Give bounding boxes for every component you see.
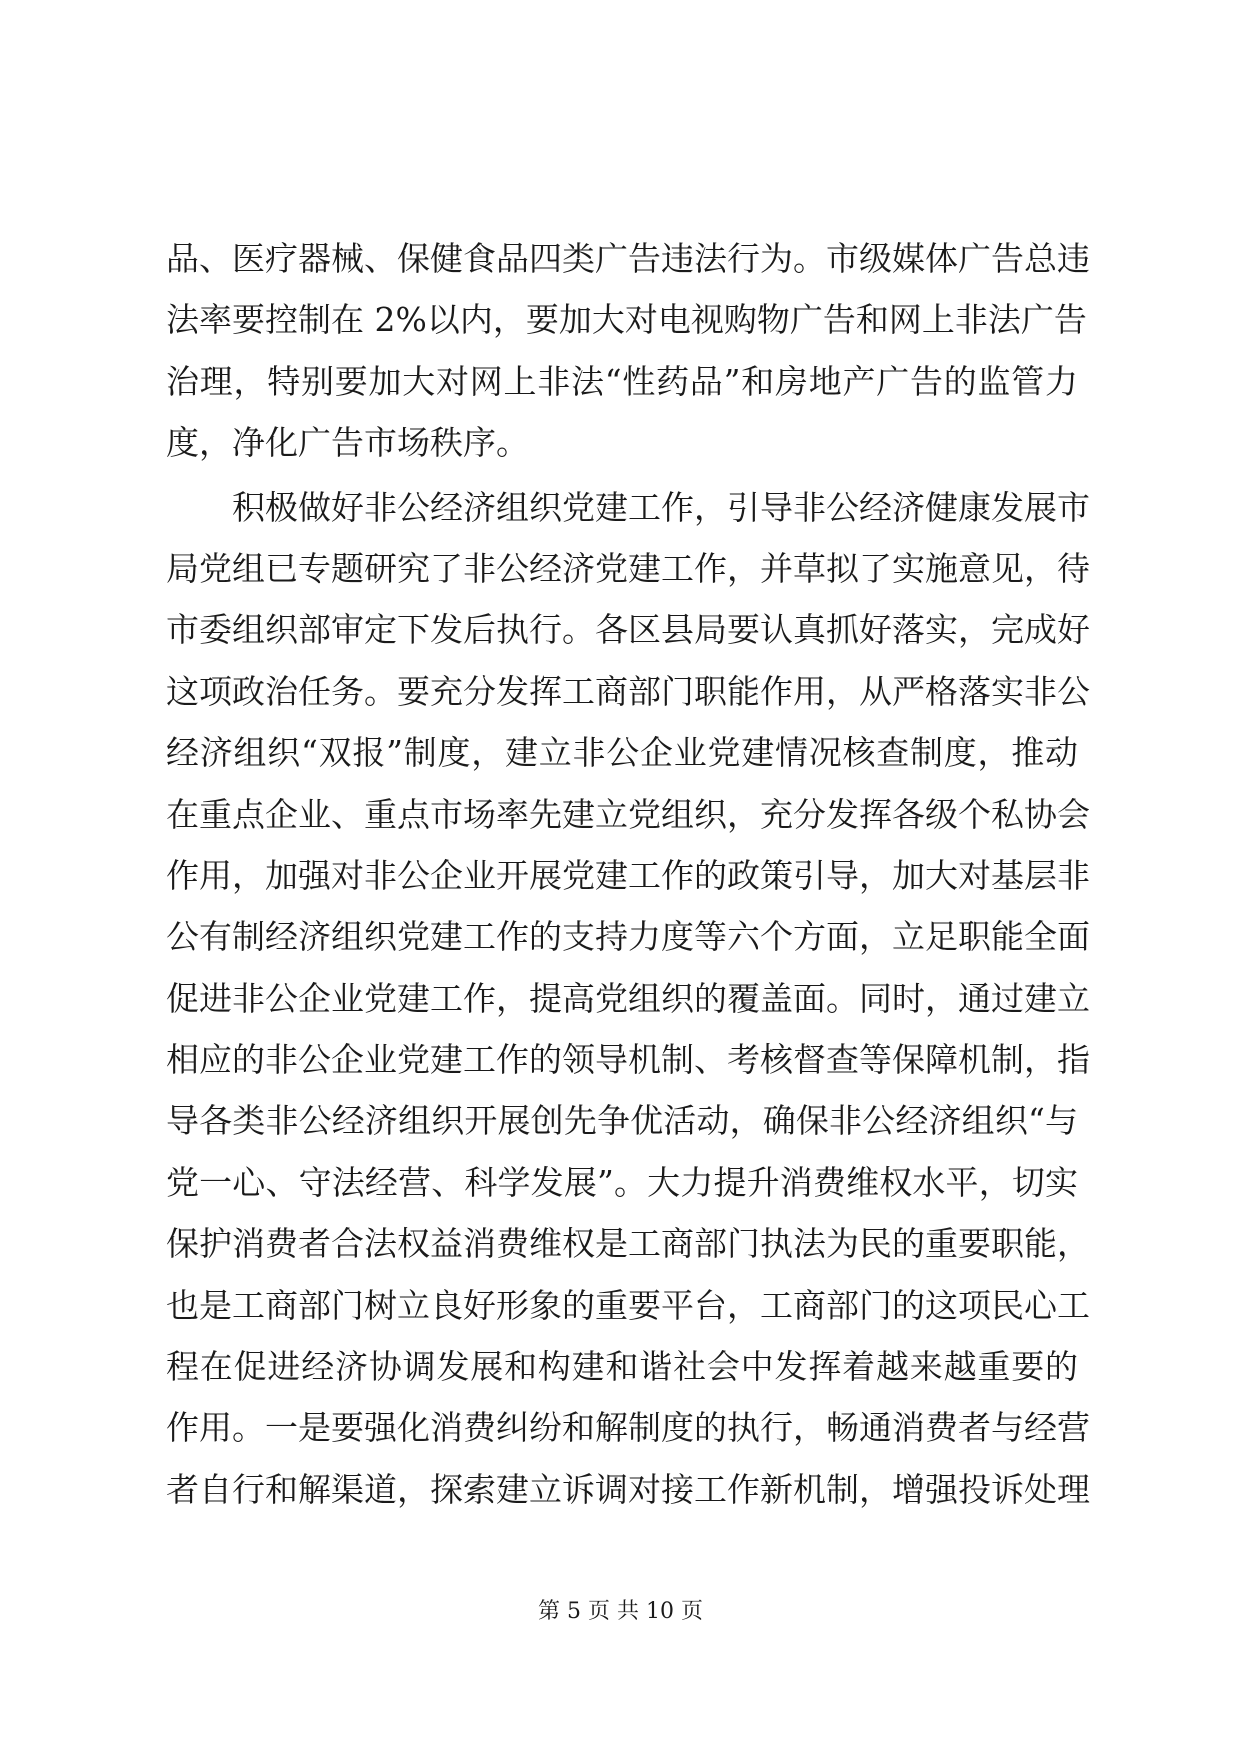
paragraph-line: 公有制经济组织党建工作的支持力度等六个方面，立足职能全面 — [166, 917, 1090, 957]
paragraph-line: 程在促进经济协调发展和构建和谐社会中发挥着越来越重要的 — [166, 1347, 1078, 1387]
paragraph-line: 市委组织部审定下发后执行。各区县局要认真抓好落实，完成好 — [166, 610, 1090, 650]
paragraph-2 — [166, 477, 1090, 1521]
paragraph-line: 相应的非公企业党建工作的领导机制、考核督查等保障机制，指 — [166, 1040, 1090, 1080]
document-body — [166, 228, 1090, 1520]
paragraph-line: 也是工商部门树立良好形象的重要平台，工商部门的这项民心工 — [166, 1285, 1090, 1325]
paragraph-line: 作用。一是要强化消费纠纷和解制度的执行，畅通消费者与经营 — [166, 1408, 1090, 1448]
paragraph-line: 保护消费者合法权益消费维权是工商部门执法为民的重要职能， — [166, 1224, 1090, 1264]
paragraph-line: 度，净化广告市场秩序。 — [166, 423, 529, 463]
paragraph-line: 积极做好非公经济组织党建工作，引导非公经济健康发展市 — [232, 487, 1090, 527]
paragraph-1 — [166, 228, 1090, 474]
paragraph-line: 品、医疗器械、保健食品四类广告违法行为。市级媒体广告总违 — [166, 239, 1090, 278]
paragraph-line: 导各类非公经济组织开展创先争优活动，确保非公经济组织“与 — [166, 1101, 1078, 1141]
paragraph-line: 法率要控制在 2%以内，要加大对电视购物广告和网上非法广告 — [166, 300, 1087, 340]
page-footer — [0, 1597, 1241, 1627]
paragraph-line: 治理，特别要加大对网上非法“性药品”和房地产广告的监管力 — [166, 361, 1078, 401]
paragraph-line: 经济组织“双报”制度，建立非公企业党建情况核查制度，推动 — [166, 733, 1078, 773]
paragraph-line: 这项政治任务。要充分发挥工商部门职能作用，从严格落实非公 — [166, 671, 1090, 711]
paragraph-line: 者自行和解渠道，探索建立诉调对接工作新机制，增强投诉处理 — [166, 1469, 1090, 1509]
paragraph-line: 促进非公企业党建工作，提高党组织的覆盖面。同时，通过建立 — [166, 978, 1090, 1018]
paragraph-line: 在重点企业、重点市场率先建立党组织，充分发挥各级个私协会 — [166, 794, 1090, 834]
page-number-label: 第 5 页 共 10 页 — [538, 1599, 703, 1624]
paragraph-line: 局党组已专题研究了非公经济党建工作，并草拟了实施意见，待 — [166, 548, 1090, 588]
paragraph-line: 作用，加强对非公企业开展党建工作的政策引导，加大对基层非 — [166, 855, 1090, 895]
paragraph-line: 党一心、守法经营、科学发展”。大力提升消费维权水平，切实 — [166, 1162, 1078, 1202]
